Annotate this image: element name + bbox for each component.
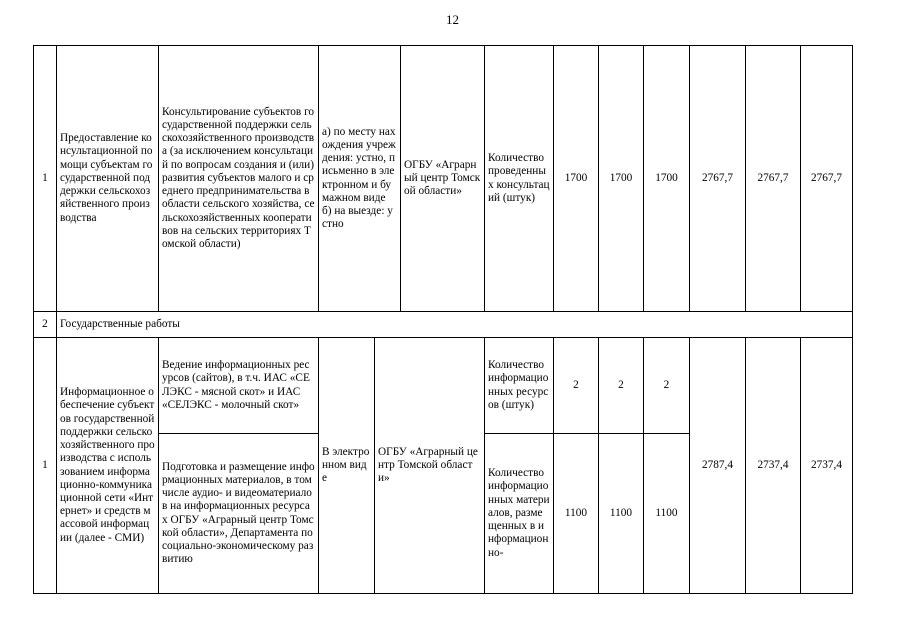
volume-year3-cell: 1100	[644, 434, 690, 594]
volume-year1-cell: 1700	[554, 46, 599, 312]
row-number: 1	[34, 46, 57, 312]
page-number: 12	[446, 12, 459, 27]
finance-year1-cell: 2767,7	[690, 46, 746, 312]
volume-year3-cell: 2	[644, 338, 690, 434]
service-content-cell: Ведение информационных ресурсов (сайтов), в т.ч. ИАС «СЕЛЭКС - мясной скот» и ИАС «СЕЛЭКС - молочный скот»	[159, 338, 319, 434]
service-form-cell: а) по месту нахождения учреждения: устно, письменно в электронном и бумажном виде б) на выезде: устно	[319, 46, 401, 312]
volume-year1-cell: 2	[554, 338, 599, 434]
section-title: Государственные работы	[57, 312, 853, 338]
services-table	[33, 45, 853, 594]
organization-cell: ОГБУ «Аграрный центр Томской области»	[375, 338, 485, 594]
row-number: 1	[34, 338, 57, 594]
indicator-cell: Количество информационных ресурсов (штук)	[485, 338, 554, 434]
volume-year3-cell: 1700	[644, 46, 690, 312]
service-name-cell: Предоставление консультационной помощи субъектам государственной поддержки сельскохозяйственного производства	[57, 46, 159, 312]
volume-year2-cell: 2	[599, 338, 644, 434]
volume-year1-cell: 1100	[554, 434, 599, 594]
service-content-cell: Подготовка и размещение информационных материалов, в том числе аудио- и видеоматериалов на информационных ресурсах ОГБУ «Аграрный центр Томской области», Департамента по социально-экономическому развитию	[159, 434, 319, 594]
finance-year3-cell: 2737,4	[801, 338, 853, 594]
finance-year2-cell: 2737,4	[746, 338, 801, 594]
finance-year2-cell: 2767,7	[746, 46, 801, 312]
volume-year2-cell: 1100	[599, 434, 644, 594]
table-row	[34, 338, 853, 434]
indicator-cell: Количество проведенных консультаций (штук)	[485, 46, 554, 312]
volume-year2-cell: 1700	[599, 46, 644, 312]
organization-cell: ОГБУ «Аграрный центр Томской области»	[401, 46, 485, 312]
service-content-cell: Консультирование субъектов государственной поддержки сельскохозяйственного производства (за исключением консультаций по вопросам создания и (или) развития субъектов малого и среднего предпринимательства в области сельского хозяйства, сельскохозяйственных кооперативов на сельских территориях Томской области)	[159, 46, 319, 312]
indicator-cell: Количество информационных материалов, размещенных в информационно-	[485, 434, 554, 594]
table-row	[34, 46, 853, 312]
section-number: 2	[34, 312, 57, 338]
service-name-cell: Информационное обеспечение субъектов государственной поддержки сельскохозяйственного производства с использованием информационно-коммуникационной сети «Интернет» и средств массовой информации (далее - СМИ)	[57, 338, 159, 594]
service-form-cell: В электронном виде	[319, 338, 375, 594]
section-row	[34, 312, 853, 338]
finance-year1-cell: 2787,4	[690, 338, 746, 594]
finance-year3-cell: 2767,7	[801, 46, 853, 312]
